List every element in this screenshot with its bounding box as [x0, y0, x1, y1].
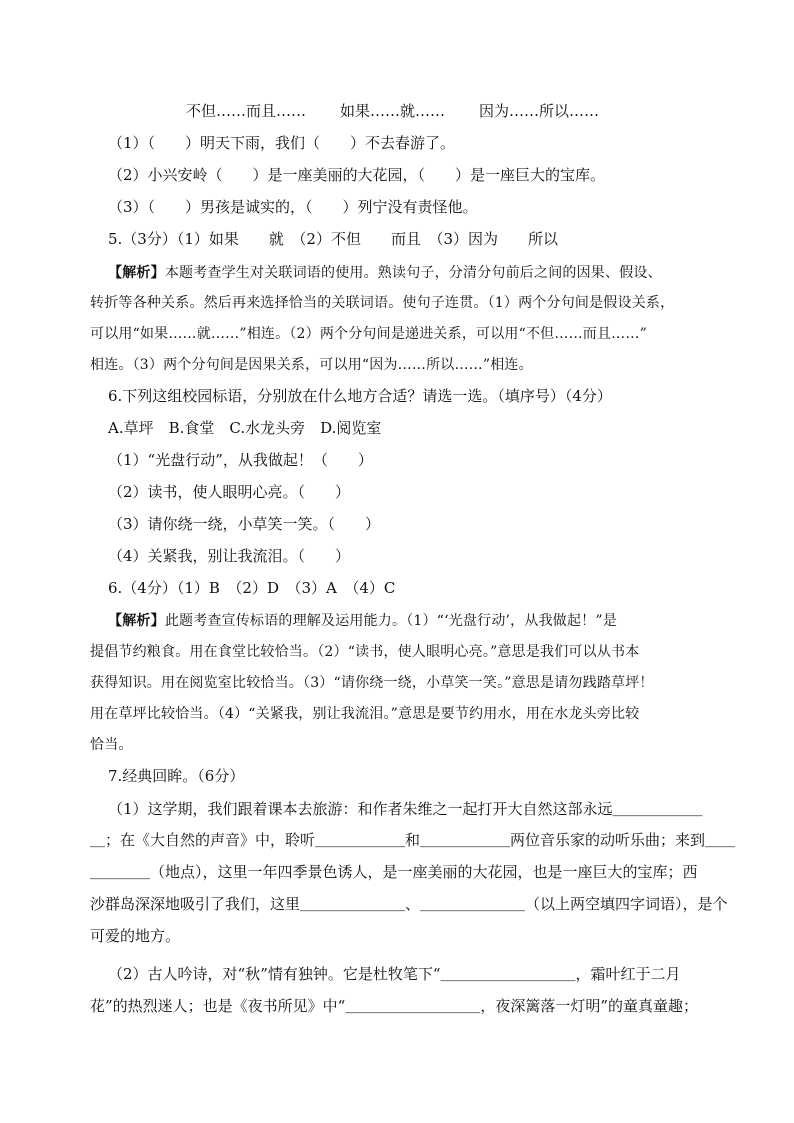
- q7-part1-line: 沙群岛深深地吸引了我们，这里＿＿＿＿＿＿＿、＿＿＿＿＿＿＿（以上两空填四字词语），是个: [90, 895, 728, 913]
- q7-part1-line: （1）这学期，我们跟着课本去旅游：和作者朱维之一起打开大自然这部永远＿＿＿＿＿＿: [108, 800, 703, 818]
- q6-question: 6.下列这组校园标语，分别放在什么地方合适？请选一选。（填序号）（4分）: [108, 387, 612, 405]
- explanation-tag: 【解析】: [108, 613, 165, 629]
- conjunction-option: 因为……所以……: [479, 102, 600, 120]
- q6-item: （3）请你绕一绕，小草笑一笑。（ ）: [108, 515, 381, 533]
- q6-item: （1）“光盘行动”，从我做起！（ ）: [108, 451, 373, 469]
- conjunction-option: 不但……而且……: [186, 102, 307, 120]
- q7-part2-line: 花”的热烈迷人；也是《夜书所见》中“＿＿＿＿＿＿＿＿＿，夜深篱落一灯明”的童真童趣；: [90, 997, 699, 1015]
- q6-answer: 6.（4分）（1）B （2）D （3）A （4）C: [108, 579, 396, 597]
- q5-answer: 5.（3分）（1）如果 就 （2）不但 而且 （3）因为 所以: [108, 230, 558, 248]
- q5-explanation-line: 【解析】本题考查学生对关联词语的使用。熟读句子，分清分句前后之间的因果、假设、: [108, 265, 662, 281]
- q6-explanation-line: 恰当。: [90, 737, 133, 753]
- q5-item: （3）（ ）男孩是诚实的，（ ）列宁没有责怪他。: [108, 198, 478, 216]
- q7-question: 7.经典回眸。（6分）: [108, 767, 245, 785]
- q6-item: （2）读书，使人眼明心亮。（ ）: [108, 483, 351, 501]
- conjunction-option: 如果……就……: [340, 102, 446, 120]
- q7-part1-line: ＿＿＿＿（地点），这里一年四季景色诱人，是一座美丽的大花园，也是一座巨大的宝库；西: [90, 863, 698, 881]
- q5-item: （2）小兴安岭（ ）是一座美丽的大花园，（ ）是一座巨大的宝库。: [108, 166, 606, 184]
- q5-explanation-line: 转折等各种关系。然后再来选择恰当的关联词语。使句子连贯。（1）两个分句间是假设关系，: [90, 295, 675, 311]
- q5-explanation-line: 相连。（3）两个分句间是因果关系，可以用“因为……所以……”相连。: [90, 357, 533, 373]
- explanation-tag: 【解析】: [108, 265, 165, 281]
- q7-part2-line: （2）古人吟诗，对“秋”情有独钟。它是杜牧笔下“＿＿＿＿＿＿＿＿＿，霜叶红于二月: [108, 965, 681, 983]
- q6-choices: A.草坪 B.食堂 C.水龙头旁 D.阅览室: [108, 419, 382, 437]
- q6-explanation-line: 用在草坪比较恰当。（4）“关紧我，别让我流泪。”意思是要节约用水，用在水龙头旁比较: [90, 706, 640, 722]
- q7-part1-line: ＿；在《大自然的声音》中，聆听＿＿＿＿＿＿和＿＿＿＿＿＿两位音乐家的动听乐曲；来到＿＿: [90, 831, 736, 849]
- q6-explanation-line: 提倡节约粮食。用在食堂比较恰当。（2）“读书，使人眼明心亮。”意思是我们可以从书本: [90, 644, 640, 660]
- q5-explanation-line: 可以用“如果……就……”相连。（2）两个分句间是递进关系，可以用“不但……而且……”: [90, 326, 647, 342]
- q6-explanation-line: 获得知识。用在阅览室比较恰当。（3）“请你绕一绕，小草笑一笑。”意思是请勿践踏草坪！: [90, 675, 654, 691]
- conjunction-options: [186, 101, 656, 121]
- q6-item: （4）关紧我，别让我流泪。（ ）: [108, 547, 351, 565]
- q7-part1-line: 可爱的地方。: [90, 927, 181, 945]
- q6-explanation-line: 【解析】此题考查宣传标语的理解及运用能力。（1）“‘光盘行动’，从我做起！”是: [108, 613, 617, 629]
- q5-item: （1）（ ）明天下雨，我们（ ）不去春游了。: [108, 134, 456, 152]
